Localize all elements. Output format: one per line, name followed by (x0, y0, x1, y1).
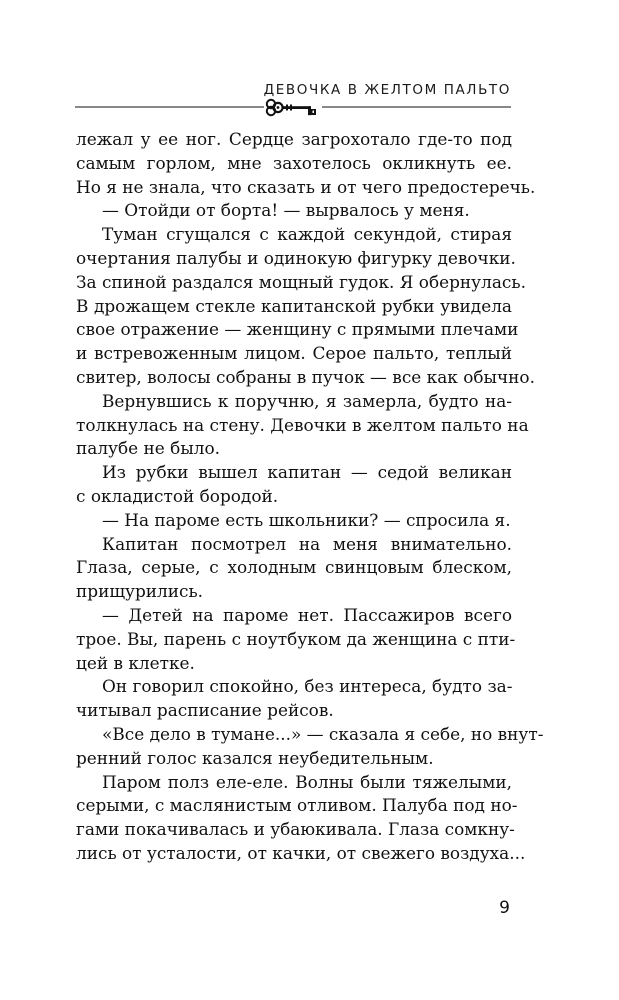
text-line: Но я не знала, что сказать и от чего предостеречь. (76, 176, 536, 197)
text-line: Из рубки вышел капитан — седой великан (102, 462, 512, 483)
page-number: 9 (499, 898, 510, 918)
text-line: — Отойди от борта! — вырвалось у меня. (102, 200, 470, 221)
text-line: самым горлом, мне захотелось окликнуть ее. (76, 152, 512, 173)
text-line: толкнулась на стену. Девочки в желтом пальто на (76, 414, 529, 435)
text-line: «Все дело в тумане...» — сказала я себе, но внут- (102, 723, 544, 744)
text-line: лежал у ее ног. Сердце загрохотало где-то под (76, 129, 512, 149)
text-line: За спиной раздался мощный гудок. Я обернулась. (76, 271, 526, 292)
text-line: Вернувшись к поручню, я замерла, будто на- (102, 390, 512, 411)
text-line: читывал расписание рейсов. (76, 700, 334, 721)
running-head-title: ДЕВОЧКА В ЖЕЛТОМ ПАЛЬТО (263, 82, 511, 98)
key-icon (264, 98, 322, 116)
text-line: серыми, с маслянистым отливом. Палуба под но- (76, 795, 518, 816)
text-line: свое отражение — женщину с прямыми плечами (76, 319, 519, 340)
text-line: цей в клетке. (76, 652, 195, 673)
text-line: — На пароме есть школьники? — спросила я. (102, 509, 511, 530)
text-line: лись от усталости, от качки, от свежего воздуха... (76, 842, 526, 863)
text-line: трое. Вы, парень с ноутбуком да женщина с пти- (76, 628, 516, 649)
text-line: гами покачивалась и убаюкивала. Глаза сомкну- (76, 819, 515, 840)
text-line: — Детей на пароме нет. Пассажиров всего (102, 604, 512, 625)
text-line: ренний голос казался неубедительным. (76, 747, 434, 768)
header-ornament (75, 96, 511, 118)
text-line: свитер, волосы собраны в пучок — все как обычно. (76, 366, 535, 387)
text-line: Туман сгущался с каждой секундой, стирая (102, 224, 512, 245)
text-line: Паром полз еле-еле. Волны были тяжелыми, (102, 771, 512, 792)
text-line: В дрожащем стекле капитанской рубки увидела (76, 295, 512, 316)
text-line: Он говорил спокойно, без интереса, будто за- (102, 676, 513, 697)
text-line: с окладистой бородой. (76, 485, 279, 506)
text-line: Капитан посмотрел на меня внимательно. (102, 533, 512, 554)
text-line: очертания палубы и одинокую фигурку девочки. (76, 247, 516, 268)
text-line: прищурились. (76, 581, 204, 602)
text-line: палубе не было. (76, 438, 221, 459)
text-line: и встревоженным лицом. Серое пальто, теплый (76, 343, 512, 364)
body-text (76, 128, 544, 866)
text-line: Глаза, серые, с холодным свинцовым блеском, (76, 557, 512, 578)
